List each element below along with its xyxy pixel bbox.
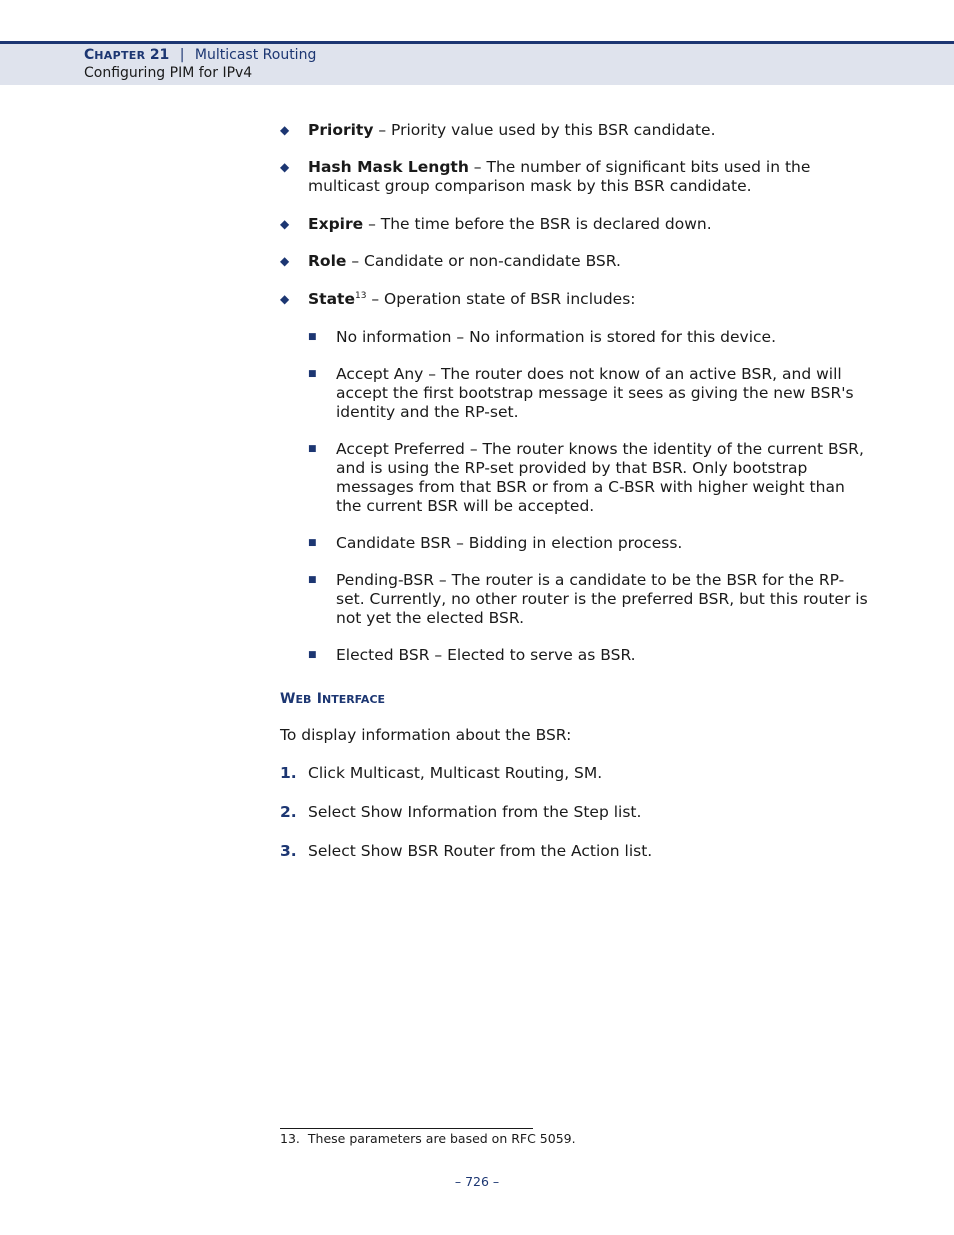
definition: – The time before the BSR is declared down. bbox=[363, 215, 712, 233]
square-bullet-icon: ■ bbox=[308, 538, 317, 548]
square-bullet-icon: ■ bbox=[308, 332, 317, 342]
running-header bbox=[0, 41, 954, 85]
step-number: 2. bbox=[280, 803, 297, 821]
term: Role bbox=[308, 252, 347, 270]
square-bullet-icon: ■ bbox=[308, 444, 317, 454]
section-heading-web-interface: WEB INTERFACE bbox=[280, 691, 386, 707]
chapter-title: Multicast Routing bbox=[194, 47, 317, 63]
sub-item-text: Elected BSR – Elected to serve as BSR. bbox=[336, 646, 636, 664]
sub-item-text: Candidate BSR – Bidding in election process. bbox=[336, 534, 683, 552]
footnote-ref[interactable]: 13 bbox=[354, 291, 367, 301]
square-bullet-icon: ■ bbox=[308, 575, 317, 585]
sub-item-text: Pending-BSR – The router is a candidate to be the BSR for the RP-set. Currently, no other router is the preferred BSR, but this router is not yet the elected BSR. bbox=[336, 571, 868, 627]
sub-item-text: Accept Preferred – The router knows the identity of the current BSR, and is using the RP-set provided by that BSR. Only bootstrap messages from that BSR or from a C-BSR with higher weight than the current BSR will be accepted. bbox=[336, 440, 864, 515]
definition: – The number of significant bits used in the multicast group comparison mask by this BSR candidate. bbox=[308, 158, 811, 195]
sub-item-text: No information – No information is stored for this device. bbox=[336, 328, 777, 346]
step-text: Select Show Information from the Step list. bbox=[308, 803, 642, 821]
step-number: 3. bbox=[280, 842, 297, 860]
footnote-text: These parameters are based on RFC 5059. bbox=[307, 1131, 576, 1146]
term: Hash Mask Length bbox=[308, 158, 469, 176]
diamond-bullet-icon: ◆ bbox=[280, 123, 290, 137]
definition: – Operation state of BSR includes: bbox=[366, 290, 636, 308]
footnote-number: 13. bbox=[280, 1131, 300, 1146]
square-bullet-icon: ■ bbox=[308, 650, 317, 660]
diamond-bullet-icon: ◆ bbox=[280, 160, 290, 174]
footnote bbox=[280, 1131, 576, 1146]
page-number: – 726 – bbox=[454, 1174, 500, 1189]
sub-item-text: Accept Any – The router does not know of an active BSR, and will accept the first bootstrap message it sees as giving the new BSR's identity and the RP-set. bbox=[336, 365, 854, 421]
square-bullet-icon: ■ bbox=[308, 369, 317, 379]
step-text: Select Show BSR Router from the Action list. bbox=[308, 842, 653, 860]
section-title: Configuring PIM for IPv4 bbox=[84, 65, 253, 81]
diamond-bullet-icon: ◆ bbox=[280, 254, 290, 268]
chapter-label: HAPTER bbox=[94, 49, 146, 62]
header-separator: | bbox=[179, 47, 185, 63]
chapter-number: 21 bbox=[149, 47, 170, 63]
step-text: Click Multicast, Multicast Routing, SM. bbox=[308, 764, 603, 782]
chapter-initial: C bbox=[84, 47, 95, 63]
definition: – Candidate or non-candidate BSR. bbox=[346, 252, 621, 270]
term: State bbox=[308, 290, 355, 308]
intro-paragraph: To display information about the BSR: bbox=[280, 726, 572, 744]
term: Priority bbox=[308, 121, 374, 139]
step-number: 1. bbox=[280, 764, 297, 782]
diamond-bullet-icon: ◆ bbox=[280, 217, 290, 231]
diamond-bullet-icon: ◆ bbox=[280, 292, 290, 306]
chapter-line bbox=[84, 47, 316, 63]
term: Expire bbox=[308, 215, 364, 233]
footnote-divider bbox=[280, 1128, 533, 1129]
definition: – Priority value used by this BSR candidate. bbox=[373, 121, 716, 139]
